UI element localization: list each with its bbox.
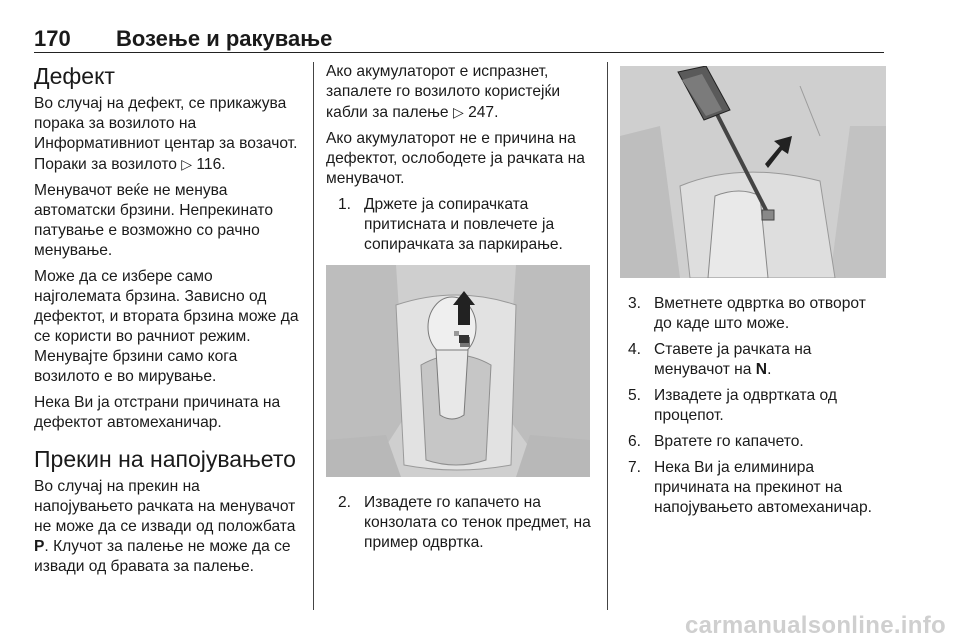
page-header <box>34 22 884 53</box>
column-1 <box>34 62 302 583</box>
step-number: 2. <box>338 494 352 511</box>
paragraph: Нека Ви ја отстрани причината на дефектот автомеханичар. <box>34 394 281 431</box>
page-number: 170 <box>34 26 71 51</box>
step-number: 7. <box>628 459 642 476</box>
paragraph: Во случај на дефект, се прикажува порака за возилото на Информативниот центар за возачот. Пораки за возилото ▷ 116. <box>34 95 298 173</box>
paragraph: Ако акумулаторот не е причина на дефектот, ослободете ја рачката на менувачот. <box>326 130 585 187</box>
step-text: Извадете ја одвртката од процепот. <box>654 387 837 424</box>
step-number: 6. <box>628 433 642 450</box>
screwdriver-illustration <box>620 66 886 278</box>
list-item <box>628 340 886 380</box>
section-heading-power-failure: Прекин на напојувањето <box>34 446 296 472</box>
step-text: Извадете го капачето на конзолата со тенок предмет, на пример одвртка. <box>364 494 591 551</box>
step-number: 4. <box>628 341 642 358</box>
paragraph-text: . Клучот за палење не може да се извади од бравата за палење. <box>34 538 291 575</box>
paragraph <box>34 477 302 577</box>
step-text: Вратете го капачето. <box>654 433 804 450</box>
step-text: Вметнете одвртка во отворот до каде што може. <box>654 295 866 332</box>
watermark: carmanualsonline.info <box>684 612 946 639</box>
column-3 <box>620 62 886 524</box>
gear-position-n: N <box>755 361 768 378</box>
column-divider <box>607 62 608 610</box>
list-item <box>628 458 886 518</box>
step-text: Нека Ви ја елиминира причината на прекинот на напојувањето автомеханичар. <box>654 459 872 516</box>
step-text: Држете ја сопирачката притисната и повлечете ја сопирачката за паркирање. <box>364 196 563 253</box>
page-reference[interactable]: 116 <box>196 156 222 173</box>
list-item <box>338 195 596 255</box>
step-text-part: . <box>767 361 772 378</box>
column-divider <box>313 62 314 610</box>
list-item <box>628 386 886 426</box>
paragraph-text: Ако акумулаторот е испразнет, запалете го возилото користејќи кабли за палење <box>326 63 561 121</box>
paragraph-text: Во случај на дефект, се прикажува порака за возилото на Информативниот центар за возачот. Пораки за возилото <box>34 95 298 173</box>
running-title: Возење и ракување <box>116 26 333 51</box>
paragraph: Може да се избере само најголемата брзина. Зависно од дефектот, и втората брзина може да се користи во рачниот режим. Менувајте брзини само кога возилото е во мирување. <box>34 268 299 385</box>
column-2 <box>326 62 596 559</box>
paragraph: Ако акумулаторот е испразнет, запалете го возилото користејќи кабли за палење ▷ 247. <box>326 63 561 121</box>
page-reference-icon: ▷ <box>452 104 464 120</box>
step-number: 1. <box>338 196 352 213</box>
list-item <box>628 294 886 334</box>
step-number: 5. <box>628 387 642 404</box>
page-reference[interactable]: 247 <box>468 104 495 121</box>
gear-position-p: P <box>34 538 45 555</box>
list-item <box>338 493 596 553</box>
step-number: 3. <box>628 295 642 312</box>
paragraph-text: Во случај на прекин на напојувањето рачката на менувачот не може да се извади од положбата <box>34 478 296 535</box>
list-item <box>628 432 886 452</box>
page-reference-icon: ▷ <box>181 156 193 172</box>
section-heading-defect: Дефект <box>34 63 115 89</box>
paragraph: Менувачот веќе не менува автоматски брзини. Непрекинато патување е возможно со рачно менување. <box>34 182 274 259</box>
step-text <box>654 341 811 378</box>
step-text-part: Ставете ја рачката на менувачот на <box>654 341 812 378</box>
gear-lever-illustration <box>326 265 590 477</box>
